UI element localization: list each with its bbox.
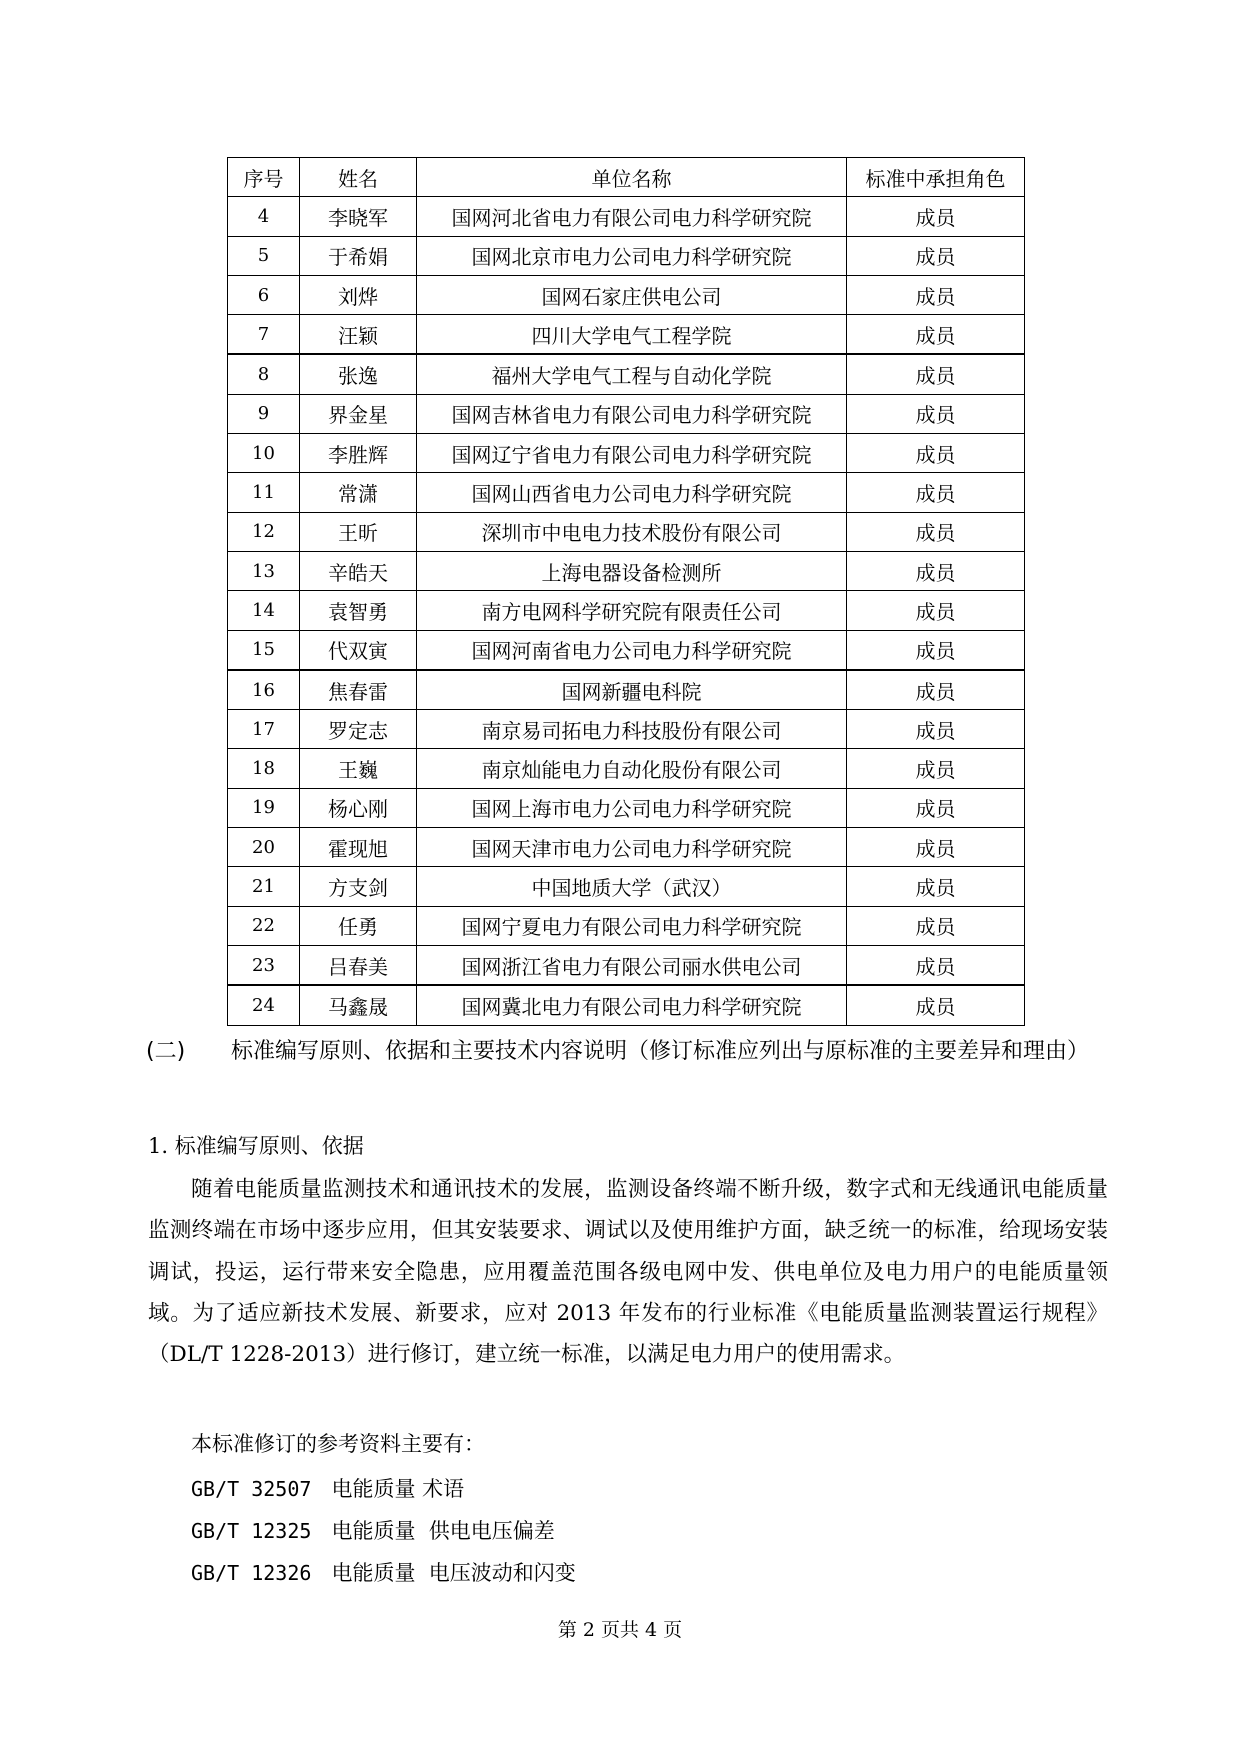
- cell-name: 方支剑: [300, 867, 417, 906]
- cell-role: 成员: [847, 394, 1025, 433]
- cell-serial-number: 10: [228, 434, 300, 473]
- table-row: [228, 197, 1025, 236]
- cell-name: 吕春美: [300, 945, 417, 985]
- table-row: [228, 315, 1025, 355]
- cell-role: 成员: [847, 197, 1025, 236]
- reference-code: GB/T 12325: [191, 1519, 312, 1543]
- cell-serial-number: 23: [228, 945, 300, 985]
- cell-organization: 国网浙江省电力有限公司丽水供电公司: [417, 945, 847, 985]
- cell-serial-number: 11: [228, 473, 300, 512]
- table-row: [228, 551, 1025, 590]
- cell-serial-number: 7: [228, 315, 300, 355]
- cell-name: 王昕: [300, 512, 417, 551]
- cell-organization: 福州大学电气工程与自动化学院: [417, 354, 847, 394]
- cell-serial-number: 20: [228, 828, 300, 867]
- cell-role: 成员: [847, 275, 1025, 314]
- table-row: [228, 670, 1025, 710]
- cell-serial-number: 12: [228, 512, 300, 551]
- header-serial-number: 序号: [228, 158, 300, 197]
- table-header-row: [228, 158, 1025, 197]
- table-row: [228, 710, 1025, 749]
- reference-item: [191, 1468, 576, 1510]
- cell-name: 刘烨: [300, 275, 417, 314]
- cell-organization: 国网吉林省电力有限公司电力科学研究院: [417, 394, 847, 433]
- drafting-members-table: [227, 157, 1025, 1026]
- cell-role: 成员: [847, 710, 1025, 749]
- cell-organization: 国网石家庄供电公司: [417, 275, 847, 314]
- cell-name: 马鑫晟: [300, 985, 417, 1025]
- cell-organization: 国网河北省电力有限公司电力科学研究院: [417, 197, 847, 236]
- cell-organization: 四川大学电气工程学院: [417, 315, 847, 355]
- cell-organization: 中国地质大学（武汉）: [417, 867, 847, 906]
- body-paragraph: 随着电能质量监测技术和通讯技术的发展，监测设备终端不断升级，数字式和无线通讯电能质量监测终端在市场中逐步应用，但其安装要求、调试以及使用维护方面，缺乏统一的标准，给现场安装调试，投运，运行带来安全隐患，应用覆盖范围各级电网中发、供电单位及电力用户的电能质量领域。为了适应新技术发展、新要求，应对 2013 年发布的行业标准《电能质量监测装置运行规程》（DL/T 1228-2013）进行修订，建立统一标准，以满足电力用户的使用需求。: [148, 1177, 1108, 1368]
- cell-name: 代双寅: [300, 630, 417, 670]
- cell-name: 张逸: [300, 354, 417, 394]
- cell-serial-number: 14: [228, 591, 300, 630]
- table-row: [228, 906, 1025, 945]
- cell-role: 成员: [847, 315, 1025, 355]
- cell-name: 李晓军: [300, 197, 417, 236]
- cell-name: 常潇: [300, 473, 417, 512]
- reference-list: [191, 1468, 576, 1594]
- cell-role: 成员: [847, 867, 1025, 906]
- table-row: [228, 630, 1025, 670]
- cell-role: 成员: [847, 670, 1025, 710]
- table-row: [228, 985, 1025, 1025]
- cell-organization: 国网上海市电力公司电力科学研究院: [417, 788, 847, 827]
- table-row: [228, 828, 1025, 867]
- table-row: [228, 945, 1025, 985]
- cell-role: 成员: [847, 354, 1025, 394]
- cell-organization: 国网宁夏电力有限公司电力科学研究院: [417, 906, 847, 945]
- cell-role: 成员: [847, 788, 1025, 827]
- table-row: [228, 591, 1025, 630]
- cell-organization: 国网河南省电力公司电力科学研究院: [417, 630, 847, 670]
- table-row: [228, 473, 1025, 512]
- table-row: [228, 512, 1025, 551]
- table-row: [228, 749, 1025, 788]
- cell-organization: 上海电器设备检测所: [417, 551, 847, 590]
- reference-item: [191, 1510, 576, 1552]
- cell-organization: 国网辽宁省电力有限公司电力科学研究院: [417, 434, 847, 473]
- section-title: 标准编写原则、依据和主要技术内容说明（修订标准应列出与原标准的主要差异和理由）: [231, 1039, 1090, 1064]
- cell-name: 于希娟: [300, 236, 417, 275]
- reference-item: [191, 1552, 576, 1594]
- table-row: [228, 867, 1025, 906]
- cell-name: 任勇: [300, 906, 417, 945]
- cell-serial-number: 24: [228, 985, 300, 1025]
- cell-role: 成员: [847, 236, 1025, 275]
- cell-organization: 深圳市中电电力技术股份有限公司: [417, 512, 847, 551]
- cell-name: 杨心刚: [300, 788, 417, 827]
- cell-organization: 南方电网科学研究院有限责任公司: [417, 591, 847, 630]
- reference-title: 电能质量 供电电压偏差: [331, 1519, 555, 1543]
- cell-serial-number: 22: [228, 906, 300, 945]
- cell-organization: 国网北京市电力公司电力科学研究院: [417, 236, 847, 275]
- subsection-title: 1. 标准编写原则、依据: [148, 1134, 364, 1158]
- header-name: 姓名: [300, 158, 417, 197]
- references-intro: 本标准修订的参考资料主要有：: [191, 1432, 485, 1456]
- cell-serial-number: 8: [228, 354, 300, 394]
- cell-role: 成员: [847, 551, 1025, 590]
- cell-role: 成员: [847, 512, 1025, 551]
- table-row: [228, 275, 1025, 314]
- table-row: [228, 788, 1025, 827]
- reference-code: GB/T 12326: [191, 1561, 312, 1585]
- section-number: (二): [146, 1039, 186, 1064]
- cell-name: 焦春雷: [300, 670, 417, 710]
- cell-role: 成员: [847, 473, 1025, 512]
- cell-name: 罗定志: [300, 710, 417, 749]
- cell-role: 成员: [847, 985, 1025, 1025]
- reference-title: 电能质量 术语: [331, 1477, 465, 1501]
- cell-organization: 国网新疆电科院: [417, 670, 847, 710]
- cell-serial-number: 5: [228, 236, 300, 275]
- cell-serial-number: 15: [228, 630, 300, 670]
- cell-role: 成员: [847, 630, 1025, 670]
- cell-name: 界金星: [300, 394, 417, 433]
- cell-role: 成员: [847, 906, 1025, 945]
- cell-organization: 南京易司拓电力科技股份有限公司: [417, 710, 847, 749]
- reference-code: GB/T 32507: [191, 1477, 312, 1501]
- cell-serial-number: 19: [228, 788, 300, 827]
- cell-serial-number: 18: [228, 749, 300, 788]
- cell-serial-number: 6: [228, 275, 300, 314]
- header-organization: 单位名称: [417, 158, 847, 197]
- cell-role: 成员: [847, 828, 1025, 867]
- cell-role: 成员: [847, 591, 1025, 630]
- cell-serial-number: 17: [228, 710, 300, 749]
- cell-serial-number: 4: [228, 197, 300, 236]
- cell-name: 辛皓天: [300, 551, 417, 590]
- table-row: [228, 236, 1025, 275]
- cell-organization: 国网山西省电力公司电力科学研究院: [417, 473, 847, 512]
- cell-organization: 国网天津市电力公司电力科学研究院: [417, 828, 847, 867]
- cell-role: 成员: [847, 749, 1025, 788]
- cell-role: 成员: [847, 945, 1025, 985]
- cell-role: 成员: [847, 434, 1025, 473]
- cell-serial-number: 13: [228, 551, 300, 590]
- reference-title: 电能质量 电压波动和闪变: [331, 1561, 576, 1585]
- cell-serial-number: 16: [228, 670, 300, 710]
- header-role: 标准中承担角色: [847, 158, 1025, 197]
- table-body: [228, 197, 1025, 1025]
- cell-serial-number: 21: [228, 867, 300, 906]
- cell-name: 霍现旭: [300, 828, 417, 867]
- cell-organization: 国网冀北电力有限公司电力科学研究院: [417, 985, 847, 1025]
- table-row: [228, 354, 1025, 394]
- cell-name: 袁智勇: [300, 591, 417, 630]
- cell-serial-number: 9: [228, 394, 300, 433]
- cell-organization: 南京灿能电力自动化股份有限公司: [417, 749, 847, 788]
- table-row: [228, 434, 1025, 473]
- page-footer: 第 2 页共 4 页: [557, 1619, 683, 1641]
- table-row: [228, 394, 1025, 433]
- cell-name: 汪颖: [300, 315, 417, 355]
- cell-name: 李胜辉: [300, 434, 417, 473]
- cell-name: 王巍: [300, 749, 417, 788]
